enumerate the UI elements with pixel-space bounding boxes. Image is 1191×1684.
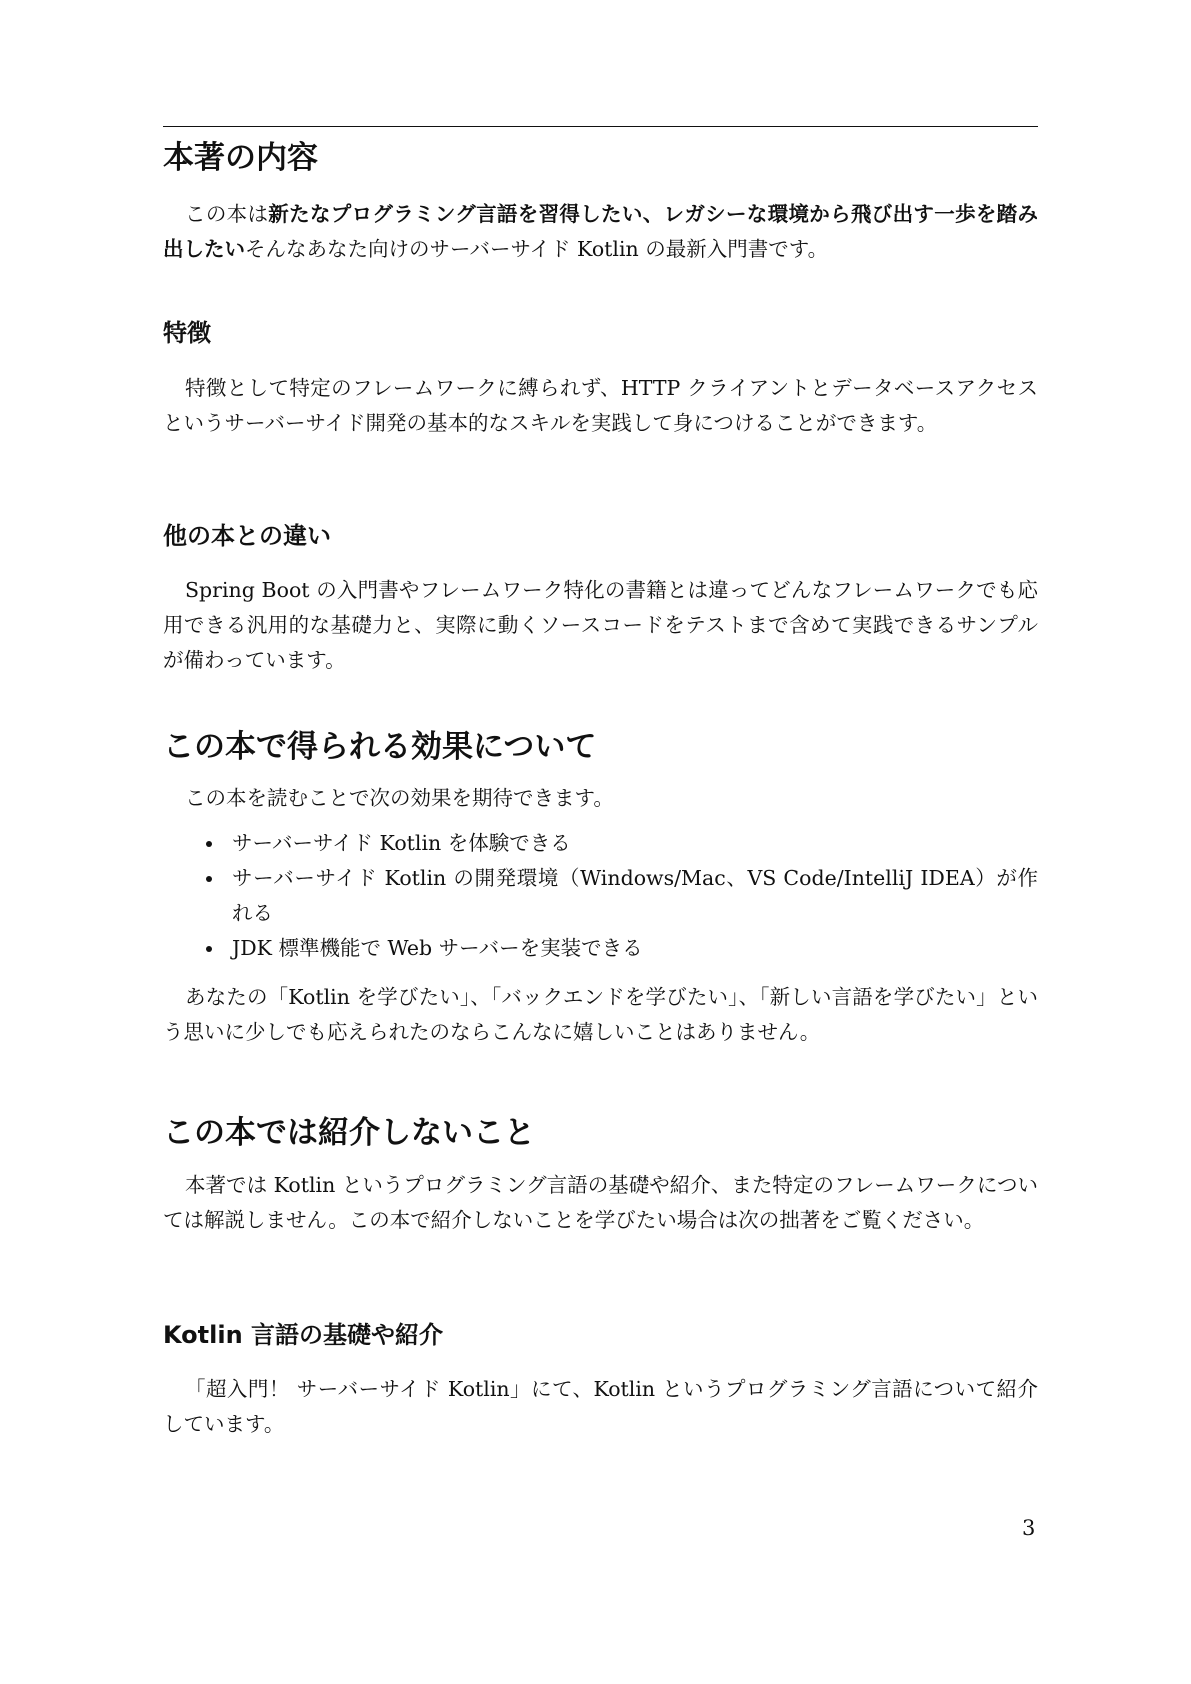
list-item-text: サーバーサイド Kotlin の開発環境（Windows/Mac、VS Code/IntelliJ IDEA）が作れる [232, 866, 1038, 926]
subsection-heading: 特徴 [163, 319, 211, 347]
bullet-icon [206, 841, 212, 847]
bullet-list [163, 826, 1038, 966]
subsection-features [163, 319, 1038, 441]
subsection-paragraph: Spring Boot の入門書やフレームワーク特化の書籍とは違ってどんなフレームワークでも応用できる汎用的な基礎力と、実際に動くソースコードをテストまで含めて実践できるサンプルが備わっています。 [163, 577, 1038, 672]
list-item-text: サーバーサイド Kotlin を体験できる [232, 831, 571, 856]
subsection-heading: Kotlin 言語の基礎や紹介 [163, 1321, 444, 1349]
list-item [163, 826, 1038, 861]
paragraph-text: そんなあなた向けのサーバーサイド Kotlin の最新入門書です。 [245, 237, 829, 262]
page-number: 3 [1022, 1516, 1036, 1540]
section-not-covered [163, 1115, 1038, 1238]
section-paragraph [163, 197, 1038, 267]
subsection-difference [163, 522, 1038, 678]
list-item [163, 861, 1038, 931]
subsection-paragraph: 特徴として特定のフレームワークに縛られず、HTTP クライアントとデータベースアクセスというサーバーサイド開発の基本的なスキルを実践して身につけることができます。 [163, 375, 1038, 435]
subsection-kotlin-basics [163, 1321, 1038, 1442]
subsection-paragraph: 「超入門！ サーバーサイド Kotlin」にて、Kotlin というプログラミング言語について紹介しています。 [163, 1376, 1038, 1436]
section-heading: 本著の内容 [163, 140, 318, 176]
paragraph-bold-text: 新たなプログラミング言語を習得したい、レガシーな環境から飛び出す一歩を踏み出したい [163, 202, 1039, 262]
section-intro: この本を読むことで次の効果を期待できます。 [185, 786, 614, 811]
subsection-heading: 他の本との違い [163, 522, 331, 550]
list-item [163, 931, 1038, 966]
section-heading: この本で得られる効果について [163, 729, 597, 765]
section-heading: この本では紹介しないこと [163, 1115, 535, 1151]
bullet-icon [206, 876, 212, 882]
section-contents [163, 140, 1038, 267]
paragraph-text: この本は [185, 202, 269, 227]
section-closing: あなたの「Kotlin を学びたい」、「バックエンドを学びたい」、「新しい言語を学びたい」という思いに少しでも応えられたのならこんなに嬉しいことはありません。 [163, 985, 1038, 1045]
list-item-text: JDK 標準機能で Web サーバーを実装できる [232, 936, 643, 961]
section-paragraph: 本著では Kotlin というプログラミング言語の基礎や紹介、また特定のフレームワークについては解説しません。この本で紹介しないことを学びたい場合は次の拙著をご覧ください。 [163, 1173, 1038, 1233]
section-effects [163, 729, 1038, 1050]
bullet-icon [206, 946, 212, 952]
header-rule [163, 126, 1038, 127]
